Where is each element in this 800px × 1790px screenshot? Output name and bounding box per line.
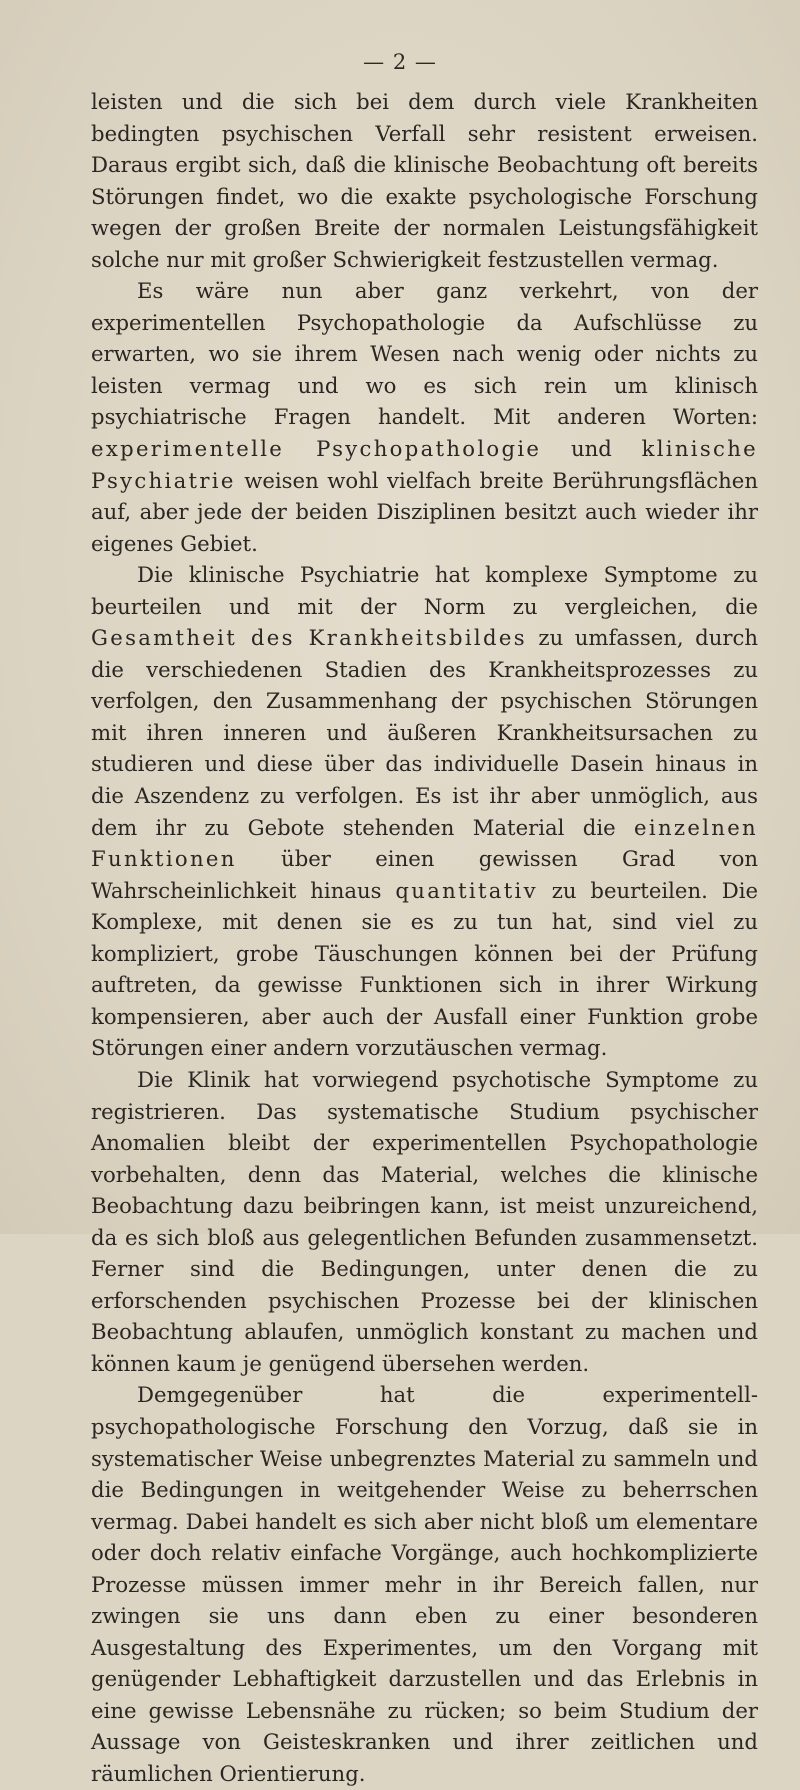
paragraph <box>91 1379 758 1789</box>
body-text <box>91 86 758 1790</box>
text-run: Demgegenüber hat die experimentell-psychopathologische Forschung den Vorzug, daß sie in systematischer Weise unbegrenztes Material zu sammeln und die Bedingungen in weitgehender Weise zu beherrschen vermag. Dabei handelt es sich aber nicht bloß um elementare oder doch relativ einfache Vorgänge, auch hochkomplizierte Prozesse müssen immer mehr in ihr Bereich fallen, nur zwingen sie uns dann eben zu einer besonderen Ausgestaltung des Experimentes, um den Vorgang mit genügender Lebhaftigkeit darzustellen und das Erlebnis in eine gewisse Lebensnähe zu rücken; so beim Studium der Aussage von Geisteskranken und ihrer zeitlichen und räumlichen Orientierung. <box>91 1382 758 1786</box>
paragraph <box>91 86 758 275</box>
text-run: Die klinische Psychiatrie hat komplexe Symptome zu beurteilen und mit der Norm zu vergleichen, die <box>91 562 758 619</box>
emphasized-text: klinische Psychiatrie <box>91 436 758 493</box>
paragraph <box>91 559 758 1064</box>
text-run: über einen gewissen Grad von Wahrscheinlichkeit hinaus <box>91 846 758 903</box>
text-run: weisen wohl vielfach breite Berührungsflächen auf, aber jede der beiden Disziplinen besitzt auch wieder ihr eigenes Gebiet. <box>91 467 758 556</box>
paragraph <box>91 1064 758 1379</box>
emphasized-text: experimentelle Psychopathologie <box>91 436 542 462</box>
paragraph <box>91 275 758 559</box>
text-run: leisten und die sich bei dem durch viele Krankheiten bedingten psychischen Verfall sehr resistent erweisen. Daraus ergibt sich, daß die klinische Beobachtung oft bereits Störungen findet, wo die exakte psychologische Forschung wegen der großen Breite der normalen Leistungsfähigkeit solche nur mit großer Schwierigkeit festzustellen vermag. <box>91 89 758 272</box>
text-run: zu beurteilen. Die Komplexe, mit denen sie es zu tun hat, sind viel zu kompliziert, grobe Täuschungen können bei der Prüfung auftreten, da gewisse Funktionen sich in ihrer Wirkung kompensieren, aber auch der Ausfall einer Funktion grobe Störungen einer andern vorzutäuschen vermag. <box>91 877 759 1061</box>
emphasized-text: einzelnen Funktionen <box>91 814 758 872</box>
text-run: zu umfassen, durch die verschiedenen Stadien des Krankheitsprozesses zu verfolgen, den Zusammenhang der psychischen Störungen mit ihren inneren und äußeren Krankheitsursachen zu studieren und diese über das individuelle Dasein hinaus in die Aszendenz zu verfolgen. Es ist ihr aber unmöglich, aus dem ihr zu Gebote stehenden Material die <box>91 625 758 840</box>
text-run: Die Klinik hat vorwiegend psychotische Symptome zu registrieren. Das systematische Studium psychischer Anomalien bleibt der experimentellen Psychopathologie vorbehalten, denn das Material, welches die klinische Beobachtung dazu beibringen kann, ist meist unzureichend, da es sich bloß aus gelegentlichen Befunden zusammensetzt. Ferner sind die Bedingungen, unter denen die zu erforschenden psychischen Prozesse bei der klinischen Beobachtung ablaufen, unmöglich konstant zu machen und können kaum je genügend übersehen werden. <box>91 1066 758 1376</box>
page-number: — 2 — <box>363 50 437 74</box>
text-run: und <box>541 436 642 462</box>
emphasized-text: quantitativ <box>395 877 538 903</box>
emphasized-text: Gesamtheit des Krankheitsbildes <box>91 625 527 651</box>
text-run: Es wäre nun aber ganz verkehrt, von der experimentellen Psychopathologie da Aufschlüsse zu erwarten, wo sie ihrem Wesen nach wenig oder nichts zu leisten vermag und wo es sich rein um klinisch psychiatrische Fragen handelt. Mit anderen Worten: <box>91 278 758 430</box>
